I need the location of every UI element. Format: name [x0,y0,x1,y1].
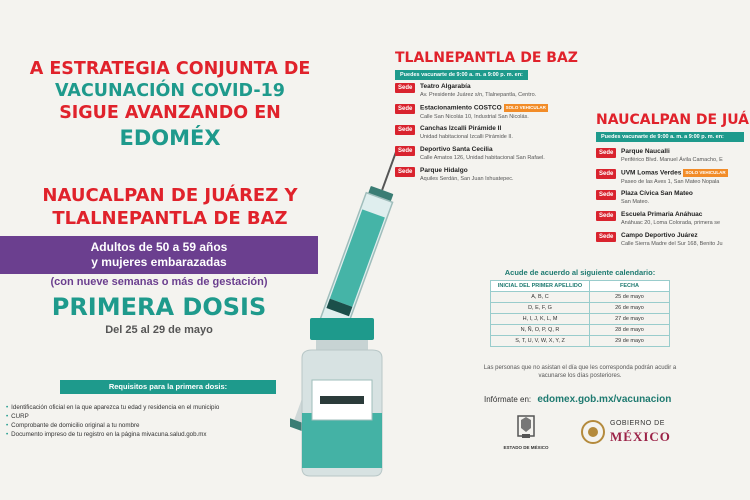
venue-details [420,83,595,99]
venue-details [621,169,746,186]
calendar-date: 25 de mayo [590,292,670,303]
sede-badge: Sede [596,211,616,221]
venue-details [420,167,595,183]
venue-address: Periférico Blvd. Manuel Ávila Camacho, E [621,157,723,163]
venue-name-text: Parque Hidalgo [420,167,468,174]
audience-line-1: Adultos de 50 a 59 años [90,240,228,254]
sede-badge: Sede [596,148,616,158]
requirement-item: • Comprobante de domicilio original a tu nombre [6,421,306,430]
venue-details [621,211,746,227]
syringe-liquid [330,209,385,306]
requirements-list [6,403,306,439]
calendar-col-date: FECHA [590,281,670,292]
venue-details [420,125,595,141]
audience-note: (con nueve semanas o más de gestación) [50,276,268,288]
audience-banner [0,236,318,274]
calendar-initials: H, I, J, K, L, M [491,314,590,325]
calendar-initials: A, B, C [491,292,590,303]
calendar-date: 29 de mayo [590,336,670,347]
venue-name [621,169,746,178]
tlalnepantla-hours: Puedes vacunarte de 9:00 a. m. a 9:00 p. m. en: [395,70,528,80]
venue-tag: SOLO VEHICULAR [685,170,726,175]
calendar-col-initial: INICIAL DEL PRIMER APELLIDO [491,281,590,292]
venue-name [420,146,595,154]
vial-illustration [292,318,392,478]
gobierno-logo-line-2: MÉXICO [610,429,671,444]
sede-badge: Sede [395,83,415,93]
table-row [491,314,670,325]
venue-item [596,148,746,164]
audience-line-2: y mujeres embarazadas [91,255,227,269]
headline-line-3: SIGUE AVANZANDO EN [59,103,281,123]
venue-item [395,146,595,162]
calendar-header-row [491,281,670,292]
venue-details [621,190,746,206]
gobierno-logo-line-1: GOBIERNO DE [610,420,665,427]
venue-item [596,169,746,186]
venue-details [420,104,595,121]
venue-name [621,211,746,219]
calendar-note-line-2: vacunarse los días posteriores. [538,373,622,379]
venue-name-text: Plaza Cívica San Mateo [621,190,693,197]
venue-details [621,148,746,164]
headline-line-4: EDOMÉX [119,126,221,150]
vial-neck [316,340,368,350]
calendar-note-line-1: Las personas que no asistan el día que les corresponda podrán acudir a [483,365,677,371]
sede-badge: Sede [395,104,415,114]
municipalities-line-2: TLALNEPANTLA DE BAZ [52,208,288,229]
calendar-date: 26 de mayo [590,303,670,314]
headline-line-2: VACUNACIÓN COVID-19 [55,81,285,101]
venue-address: San Mateo. [621,199,650,205]
venue-name-text: Canchas Izcalli Pirámide II [420,125,502,132]
calendar-initials: D, E, F, G [491,303,590,314]
venue-details [621,232,746,248]
info-url[interactable]: edomex.gob.mx/vacunacion [537,394,672,405]
dose-dates: Del 25 al 29 de mayo [105,324,213,336]
calendar-initials: S, T, U, V, W, X, Y, Z [491,336,590,347]
venue-name-text: Escuela Primaria Anáhuac [621,211,703,218]
info-line [484,394,671,405]
venue-address: Calle San Nicolás 10, Industrial San Nicolás. [420,113,529,120]
headline-line-1: A ESTRATEGIA CONJUNTA DE [29,59,311,79]
table-row [491,292,670,303]
edomex-logo-text: ESTADO DE MÉXICO [503,445,549,450]
venue-item [395,125,595,141]
edomex-seal-icon [515,414,537,440]
tlalnepantla-title: TLALNEPANTLA DE BAZ [395,50,578,66]
venue-name [420,125,595,133]
headline [0,58,340,152]
venue-name-text: Deportivo Santa Cecilia [420,146,493,153]
venue-item [395,104,595,121]
calendar-date: 27 de mayo [590,314,670,325]
requirements-title: Requisitos para la primera dosis: [60,380,276,394]
calendar-initials: N, Ñ, O, P, Q, R [491,325,590,336]
table-row [491,325,670,336]
table-row [491,303,670,314]
sede-badge: Sede [596,190,616,200]
sede-badge: Sede [596,169,616,179]
venue-item [596,232,746,248]
venue-address: Calle Sierra Madre del Sur 168, Benito Ju [621,241,723,247]
venue-address: Anáhuac 20, Loma Colorada, primera se [621,220,721,226]
mexico-shield-icon [580,418,606,446]
municipalities-line-1: NAUCALPAN DE JUÁREZ Y [42,185,298,206]
venue-address: Calle Amatos 126, Unidad habitacional San Rafael. [420,155,545,161]
venue-address: Aquiles Serdán, San Juan Ixhuatepec. [420,176,514,182]
venue-name-text: UVM Lomas Verdes [621,169,682,177]
vial-liquid [302,413,382,468]
requirement-item: • Identificación oficial en la que aparezca tu edad y residencia en el municipio [6,403,306,412]
edomex-logo [496,414,556,450]
sede-badge: Sede [395,167,415,177]
venue-item [596,211,746,227]
venue-name-text: Parque Naucalli [621,148,670,155]
naucalpan-hours: Puedes vacunarte de 9:00 a. m. a 9:00 p. m. en: [596,132,744,142]
gobierno-mexico-logo [580,418,690,448]
calendar-date: 28 de mayo [590,325,670,336]
venue-address: Unidad habitacional Izcalli Pirámide II. [420,134,513,140]
venue-item [596,190,746,206]
calendar-note [445,364,715,380]
calendar-title: Acude de acuerdo al siguiente calendario: [504,268,656,277]
venue-name [420,104,595,113]
vial-label-band [320,396,364,404]
vial-cap [310,318,374,340]
info-label: Infórmate en: [484,395,532,404]
dose-title: PRIMERA DOSIS [51,293,267,321]
calendar-table [490,280,670,347]
venue-tag: SOLO VEHICULAR [505,105,546,110]
venue-item [395,83,595,99]
venue-name [420,167,595,175]
venue-name [420,83,595,91]
requirement-item: • Documento impreso de tu registro en la página mivacuna.salud.gob.mx [6,430,306,439]
sede-badge: Sede [395,146,415,156]
sede-badge: Sede [596,232,616,242]
naucalpan-title: NAUCALPAN DE JUÁ [596,112,749,128]
venue-name [621,190,746,198]
venue-address: Av. Presidente Juárez s/n, Tlalnepantla, Centro. [420,92,537,98]
venue-name-text: Estacionamiento COSTCO [420,104,502,112]
sede-badge: Sede [395,125,415,135]
venue-name [621,232,746,240]
requirement-item: • CURP [6,412,306,421]
venue-name-text: Teatro Algarabía [420,83,471,90]
venue-item [395,167,595,183]
venue-name-text: Campo Deportivo Juárez [621,232,698,239]
venue-name [621,148,746,156]
municipalities-heading [0,184,340,230]
venue-details [420,146,595,162]
venue-address: Paseo de las Aves 1, San Mateo Nopala [621,178,720,185]
table-row [491,336,670,347]
